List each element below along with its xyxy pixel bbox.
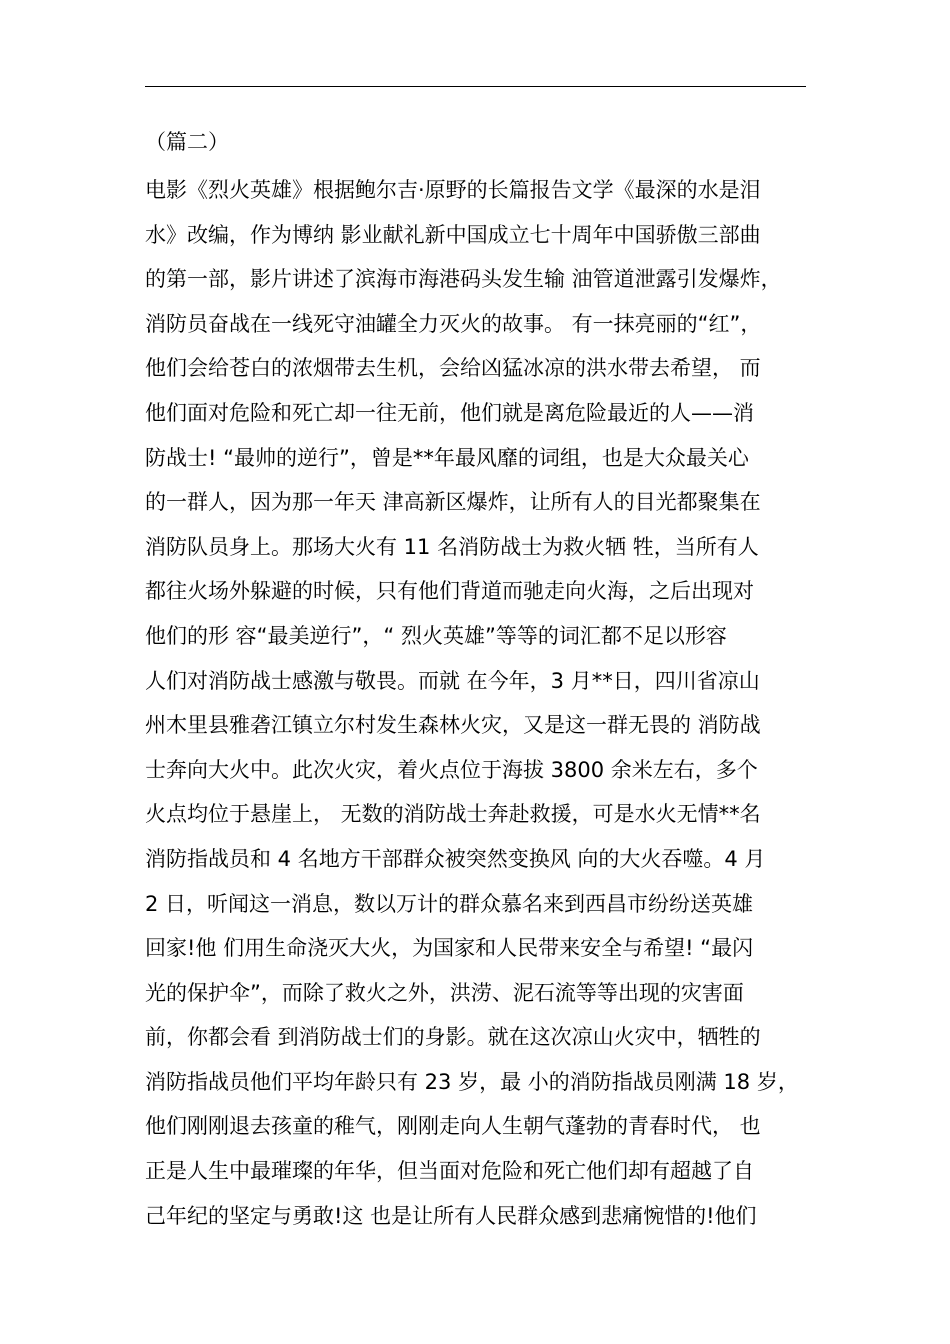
text-line: 前，你都会看 到消防战士们的身影。就在这次凉山火灾中，牺牲的 — [145, 1025, 761, 1050]
text-line: 都往火场外躲避的时候，只有他们背道而驰走向火海，之后出现对 — [145, 579, 754, 604]
text-line: 正是人生中最璀璨的年华，但当面对危险和死亡他们却有超越了自 — [145, 1159, 754, 1184]
text-line: 的第一部，影片讲述了滨海市海港码头发生输 油管道泄露引发爆炸， — [145, 267, 782, 292]
text-line: 的一群人，因为那一年天 津高新区爆炸，让所有人的目光都聚集在 — [145, 490, 761, 515]
text-line: 他们的形 容“最美逆行”，“ 烈火英雄”等等的词汇都不足以形容 — [145, 623, 727, 648]
body-text — [145, 168, 825, 1238]
text-line: 士奔向大火中。此次火灾，着火点位于海拔 3800 余米左右，多个 — [145, 757, 758, 782]
text-line: 回家!他 们用生命浇灭大火，为国家和人民带来安全与希望! “最闪 — [145, 936, 754, 961]
text-line: 水》改编，作为博纳 影业献礼新中国成立七十周年中国骄傲三部曲 — [145, 222, 761, 247]
text-line: 己年纪的坚定与勇敢!这 也是让所有人民群众感到悲痛惋惜的!他们 — [145, 1203, 757, 1228]
section-heading: （篇二） — [145, 130, 229, 154]
text-line: 消防员奋战在一线死守油罐全力灭火的故事。 有一抹亮丽的“红”， — [145, 311, 762, 336]
text-line: 防战士! “最帅的逆行”，曾是**年最风靡的词组，也是大众最关心 — [145, 445, 749, 470]
text-line: 2 日，听闻这一消息，数以万计的群众慕名来到西昌市纷纷送英雄 — [145, 891, 754, 916]
text-line: 火点均位于悬崖上， 无数的消防战士奔赴救援，可是水火无情**名 — [145, 802, 761, 827]
text-line: 消防队员身上。那场大火有 11 名消防战士为救火牺 牲，当所有人 — [145, 534, 759, 559]
text-line: 电影《烈火英雄》根据鲍尔吉·原野的长篇报告文学《最深的水是泪 — [145, 178, 761, 202]
text-line: 消防指战员和 4 名地方干部群众被突然变换风 向的大火吞噬。4 月 — [145, 846, 766, 871]
text-line: 他们面对危险和死亡却一往无前，他们就是离危险最近的人——消 — [145, 400, 754, 425]
text-line: 他们会给苍白的浓烟带去生机，会给凶猛冰凉的洪水带去希望， 而 — [145, 356, 761, 381]
text-line: 消防指战员他们平均年龄只有 23 岁，最 小的消防指战员刚满 18 岁， — [145, 1069, 799, 1094]
text-line: 州木里县雅砻江镇立尔村发生森林火灾，又是这一群无畏的 消防战 — [145, 713, 761, 738]
text-line: 人们对消防战士感激与敬畏。而就 在今年，3 月**日，四川省凉山 — [145, 668, 760, 693]
header-rule — [145, 86, 806, 87]
text-line: 光的保护伞”，而除了救火之外，洪涝、泥石流等等出现的灾害面 — [145, 980, 744, 1005]
text-line: 他们刚刚退去孩童的稚气，刚刚走向人生朝气蓬勃的青春时代， 也 — [145, 1114, 761, 1139]
